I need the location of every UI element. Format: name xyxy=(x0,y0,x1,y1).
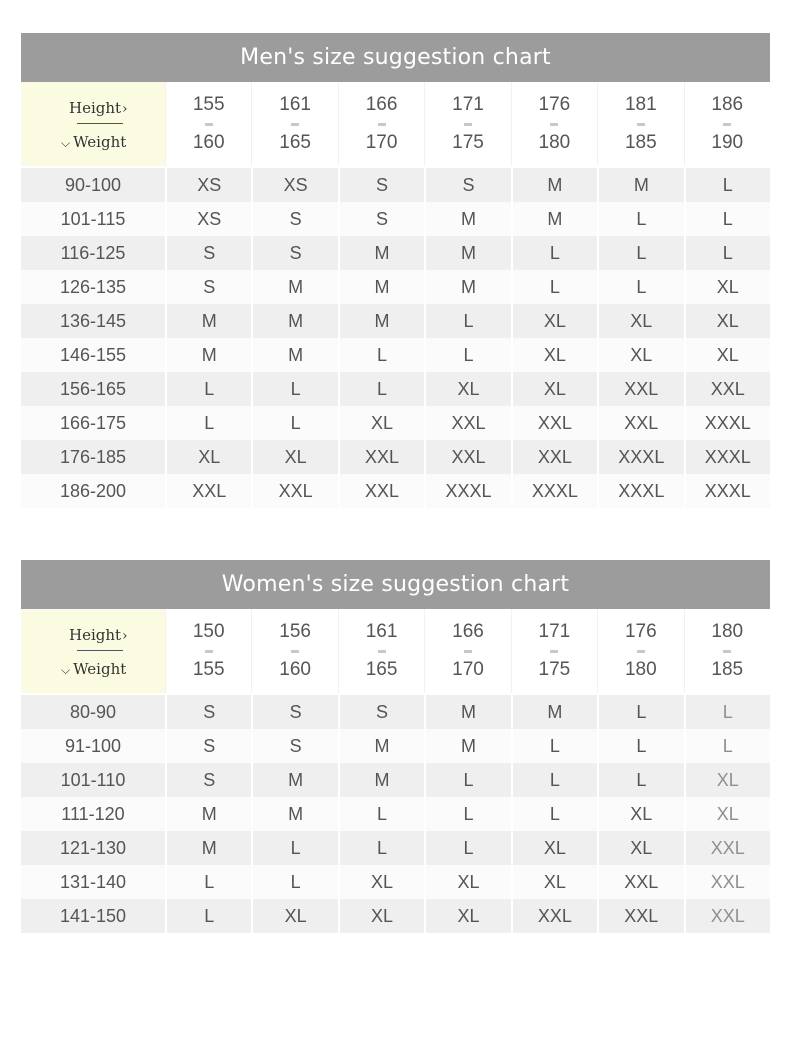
weight-range-cell: 131-140 xyxy=(59,871,127,892)
men-header-row xyxy=(21,82,770,166)
size-cell: XL xyxy=(165,440,251,474)
size-cell: L xyxy=(511,797,597,831)
height-range-header: 155 160 xyxy=(165,82,251,166)
size-cell: L xyxy=(424,797,510,831)
size-cell: M xyxy=(424,270,510,304)
size-cell: M xyxy=(424,729,510,763)
size-cell: M xyxy=(511,202,597,236)
size-cell: XL xyxy=(684,797,770,831)
size-cell: XXL xyxy=(165,474,251,508)
size-cell: L xyxy=(165,406,251,440)
size-cell: L xyxy=(165,372,251,406)
size-cell: XXL xyxy=(338,474,424,508)
size-cell: L xyxy=(684,729,770,763)
height-range-header: 176 180 xyxy=(597,609,683,693)
weight-range-cell: 80-90 xyxy=(69,701,117,722)
size-cell: S xyxy=(338,695,424,729)
chevron-down-icon: ⌵ xyxy=(61,663,71,677)
table-row xyxy=(21,338,770,372)
table-row xyxy=(21,440,770,474)
size-cell: XL xyxy=(597,831,683,865)
weight-range-cell: 101-110 xyxy=(60,769,126,790)
size-cell: XXXL xyxy=(511,474,597,508)
size-cell: M xyxy=(251,763,337,797)
table-row xyxy=(21,899,770,933)
women-chart-title: Women's size suggestion chart xyxy=(21,560,770,609)
table-row xyxy=(21,474,770,508)
size-cell: L xyxy=(684,695,770,729)
table-row xyxy=(21,763,770,797)
size-cell: XL xyxy=(511,338,597,372)
table-row xyxy=(21,236,770,270)
size-cell: L xyxy=(597,202,683,236)
size-cell: XXXL xyxy=(684,440,770,474)
size-cell: M xyxy=(165,797,251,831)
weight-axis-label: ⌵ Weight xyxy=(61,133,127,151)
men-corner-cell xyxy=(21,82,165,166)
size-cell: XL xyxy=(597,304,683,338)
size-cell: XXL xyxy=(511,406,597,440)
size-cell: M xyxy=(597,168,683,202)
size-cell: L xyxy=(165,865,251,899)
table-row xyxy=(21,372,770,406)
size-cell: M xyxy=(251,338,337,372)
size-cell: XL xyxy=(684,338,770,372)
table-row xyxy=(21,831,770,865)
height-axis-label: Height› xyxy=(69,626,128,644)
size-cell: XL xyxy=(251,440,337,474)
size-cell: S xyxy=(338,202,424,236)
size-cell: XS xyxy=(165,168,251,202)
height-range-header: 166 170 xyxy=(424,609,510,693)
size-cell: XXL xyxy=(597,406,683,440)
size-cell: XXL xyxy=(684,865,770,899)
size-cell: XL xyxy=(424,899,510,933)
size-cell: L xyxy=(251,372,337,406)
size-cell: XL xyxy=(251,899,337,933)
weight-range-cell: 116-125 xyxy=(60,242,126,263)
size-cell: XS xyxy=(165,202,251,236)
weight-axis-label: ⌵ Weight xyxy=(61,660,127,678)
size-cell: L xyxy=(511,763,597,797)
size-cell: S xyxy=(165,236,251,270)
size-cell: XXL xyxy=(684,372,770,406)
weight-range-cell: 121-130 xyxy=(59,837,127,858)
weight-range-cell: 111-120 xyxy=(61,803,125,824)
size-cell: S xyxy=(165,729,251,763)
size-cell: XXL xyxy=(251,474,337,508)
size-cell: S xyxy=(251,202,337,236)
women-size-chart xyxy=(21,560,770,933)
height-range-header: 166 170 xyxy=(338,82,424,166)
weight-range-cell: 136-145 xyxy=(59,310,127,331)
size-cell: XXL xyxy=(597,865,683,899)
size-cell: L xyxy=(424,831,510,865)
size-cell: XL xyxy=(597,338,683,372)
size-cell: L xyxy=(338,372,424,406)
size-cell: L xyxy=(597,695,683,729)
size-cell: XXXL xyxy=(684,406,770,440)
weight-range-cell: 90-100 xyxy=(64,174,122,195)
size-cell: M xyxy=(338,763,424,797)
size-cell: XL xyxy=(338,899,424,933)
height-range-header: 186 190 xyxy=(684,82,770,166)
height-range-header: 181 185 xyxy=(597,82,683,166)
size-cell: XL xyxy=(597,797,683,831)
size-cell: M xyxy=(338,270,424,304)
size-cell: L xyxy=(338,797,424,831)
size-cell: M xyxy=(165,338,251,372)
table-row xyxy=(21,406,770,440)
women-header-row xyxy=(21,609,770,693)
size-cell: L xyxy=(165,899,251,933)
weight-range-cell: 91-100 xyxy=(64,735,122,756)
table-row xyxy=(21,865,770,899)
size-cell: XL xyxy=(338,406,424,440)
size-cell: L xyxy=(251,865,337,899)
size-cell: XXXL xyxy=(597,474,683,508)
weight-range-cell: 176-185 xyxy=(59,446,127,467)
size-cell: XXL xyxy=(597,372,683,406)
size-cell: XXL xyxy=(511,899,597,933)
size-cell: L xyxy=(597,763,683,797)
size-cell: XXL xyxy=(424,406,510,440)
size-cell: XXL xyxy=(511,440,597,474)
size-cell: XXL xyxy=(338,440,424,474)
size-cell: L xyxy=(511,236,597,270)
size-cell: XL xyxy=(424,372,510,406)
size-cell: M xyxy=(338,304,424,338)
size-cell: M xyxy=(424,236,510,270)
height-range-header: 156 160 xyxy=(251,609,337,693)
size-cell: XXL xyxy=(684,899,770,933)
table-row xyxy=(21,304,770,338)
size-cell: M xyxy=(251,797,337,831)
size-cell: XXXL xyxy=(597,440,683,474)
height-axis-label: Height› xyxy=(69,99,128,117)
size-cell: XL xyxy=(424,865,510,899)
size-cell: L xyxy=(338,831,424,865)
size-cell: S xyxy=(251,236,337,270)
size-cell: M xyxy=(165,831,251,865)
divider xyxy=(77,123,123,124)
size-cell: XXL xyxy=(424,440,510,474)
size-cell: XL xyxy=(511,831,597,865)
size-cell: L xyxy=(251,831,337,865)
size-cell: L xyxy=(597,270,683,304)
height-range-header: 150 155 xyxy=(165,609,251,693)
table-row xyxy=(21,729,770,763)
size-cell: M xyxy=(424,695,510,729)
table-row xyxy=(21,202,770,236)
size-cell: L xyxy=(511,729,597,763)
height-range-header: 176 180 xyxy=(511,82,597,166)
chevron-down-icon: ⌵ xyxy=(61,136,71,150)
height-range-header: 161 165 xyxy=(251,82,337,166)
weight-range-cell: 101-115 xyxy=(60,208,126,229)
size-cell: M xyxy=(338,236,424,270)
men-chart-title: Men's size suggestion chart xyxy=(21,33,770,82)
size-cell: M xyxy=(165,304,251,338)
chevron-right-icon: › xyxy=(122,101,128,117)
height-range-header: 171 175 xyxy=(511,609,597,693)
size-cell: M xyxy=(338,729,424,763)
size-cell: M xyxy=(511,695,597,729)
size-cell: S xyxy=(165,695,251,729)
size-cell: XL xyxy=(684,304,770,338)
table-row xyxy=(21,270,770,304)
weight-range-cell: 186-200 xyxy=(59,480,127,501)
weight-range-cell: 126-135 xyxy=(59,276,127,297)
size-cell: S xyxy=(251,729,337,763)
size-cell: M xyxy=(424,202,510,236)
chevron-right-icon: › xyxy=(122,628,128,644)
size-cell: L xyxy=(424,304,510,338)
size-cell: XXXL xyxy=(684,474,770,508)
size-cell: XL xyxy=(338,865,424,899)
size-cell: XL xyxy=(511,372,597,406)
height-range-header: 161 165 xyxy=(338,609,424,693)
weight-range-cell: 156-165 xyxy=(59,378,127,399)
size-cell: S xyxy=(251,695,337,729)
size-cell: L xyxy=(684,202,770,236)
size-cell: XXL xyxy=(597,899,683,933)
weight-range-cell: 141-150 xyxy=(59,905,127,926)
size-cell: S xyxy=(338,168,424,202)
women-table-body xyxy=(21,695,770,933)
table-row xyxy=(21,168,770,202)
size-cell: XXL xyxy=(684,831,770,865)
men-size-chart xyxy=(21,33,770,508)
size-cell: L xyxy=(424,763,510,797)
size-cell: S xyxy=(165,270,251,304)
size-cell: L xyxy=(684,168,770,202)
men-table-body xyxy=(21,168,770,508)
size-cell: L xyxy=(338,338,424,372)
size-cell: XL xyxy=(511,865,597,899)
size-cell: L xyxy=(251,406,337,440)
size-cell: L xyxy=(511,270,597,304)
divider xyxy=(77,650,123,651)
table-row xyxy=(21,695,770,729)
women-corner-cell xyxy=(21,609,165,693)
size-cell: M xyxy=(251,304,337,338)
size-cell: S xyxy=(165,763,251,797)
size-cell: XXXL xyxy=(424,474,510,508)
size-cell: M xyxy=(511,168,597,202)
size-cell: L xyxy=(684,236,770,270)
table-row xyxy=(21,797,770,831)
size-cell: M xyxy=(251,270,337,304)
weight-range-cell: 146-155 xyxy=(59,344,127,365)
size-cell: L xyxy=(597,236,683,270)
size-cell: XL xyxy=(511,304,597,338)
size-cell: L xyxy=(597,729,683,763)
size-cell: XL xyxy=(684,763,770,797)
size-cell: XS xyxy=(251,168,337,202)
weight-range-cell: 166-175 xyxy=(59,412,127,433)
size-cell: XL xyxy=(684,270,770,304)
height-range-header: 180 185 xyxy=(684,609,770,693)
size-cell: L xyxy=(424,338,510,372)
height-range-header: 171 175 xyxy=(424,82,510,166)
size-cell: S xyxy=(424,168,510,202)
